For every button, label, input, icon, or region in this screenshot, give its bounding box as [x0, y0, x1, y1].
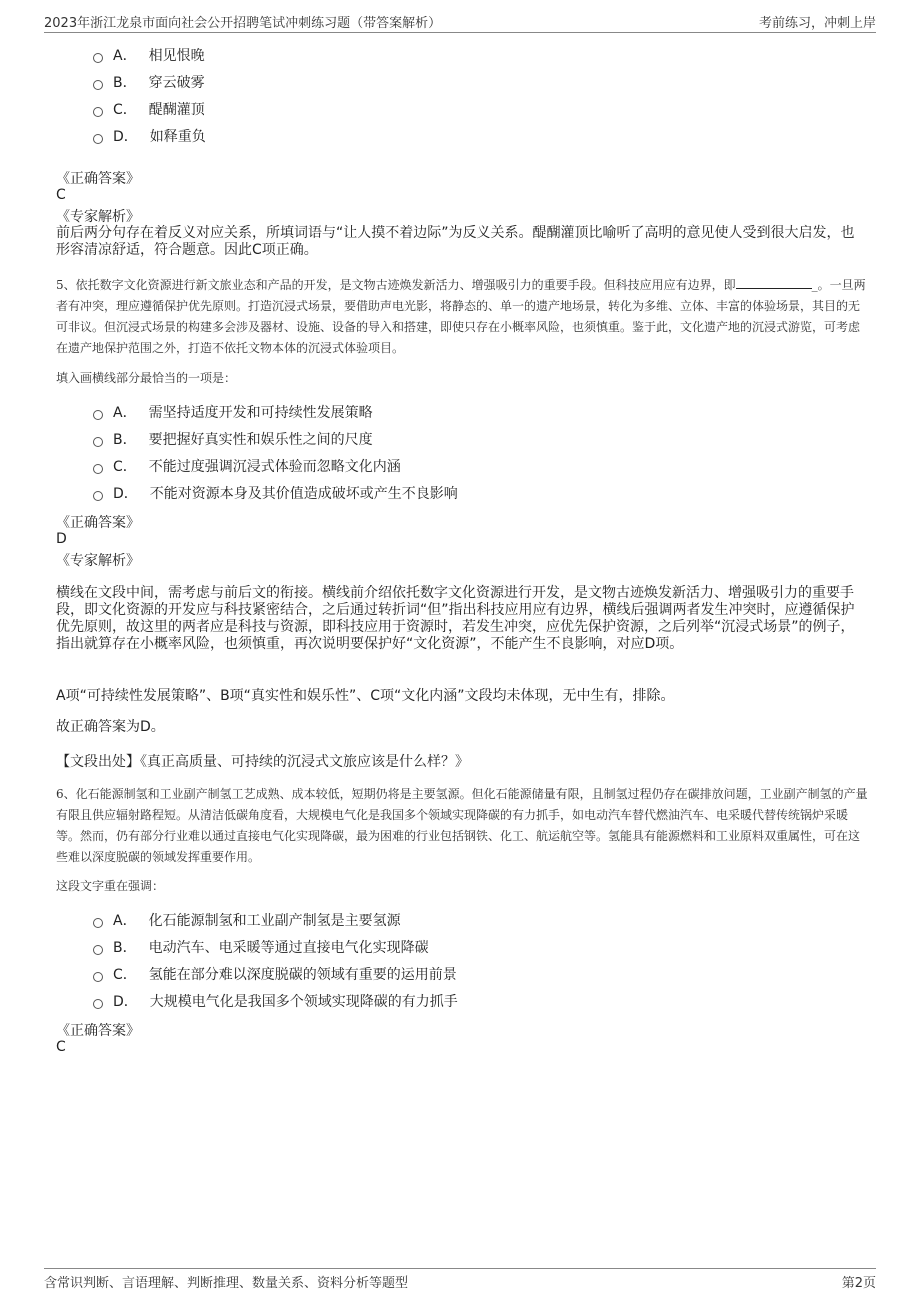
q4-answer-heading: 《正确答案》 — [56, 171, 140, 187]
radio-icon[interactable] — [93, 464, 103, 474]
header-title: 2023年浙江龙泉市面向社会公开招聘笔试冲刺练习题（带答案解析） — [44, 16, 442, 31]
header-slogan: 考前练习，冲刺上岸 — [758, 16, 876, 31]
q6-option-c[interactable]: C． 氢能在部分难以深度脱碳的领域有重要的运用前景 — [93, 964, 457, 984]
q4-answer: C — [56, 187, 66, 203]
q5-analysis-heading: 《专家解析》 — [56, 553, 140, 569]
q5-stem: 5、依托数字文化资源进行新文旅业态和产品的开发，是文物古迹焕发新活力、增强吸引力的重要手段。但科技应用应有边界，即 _。一旦两者有冲突，理应遵循保护优先原则。打造沉浸式场景，要借助声电光影，将静态的、单一的遗产地场景，转化为多维、立体、丰富的体验场景，其目的无可非议。但沉浸式场景的构建多会涉及器材、设施、设备的导入和搭建，即使只存在小概率风险，也须慎重。鉴于此，文化遗产地的沉浸式游览，可考虑在遗产地保护范围之外，打造不依托文物本体的沉浸式体验项目。 — [56, 278, 866, 355]
q5-option-b[interactable]: B． 要把握好真实性和娱乐性之间的尺度 — [93, 429, 373, 449]
q5-option-c[interactable]: C． 不能过度强调沉浸式体验而忽略文化内涵 — [93, 456, 401, 476]
page-header — [44, 10, 876, 33]
radio-icon[interactable] — [93, 945, 103, 955]
radio-icon[interactable] — [93, 53, 103, 63]
page-number: 第2页 — [841, 1276, 876, 1291]
radio-icon[interactable] — [93, 999, 103, 1009]
q4-analysis: 前后两分句存在着反义对应关系，所填词语与“让人摸不着边际”为反义关系。醍醐灌顶比喻听了高明的意见使人受到很大启发，也形容清凉舒适，符合题意。因此C项正确。 — [56, 225, 855, 258]
q5-option-a[interactable]: A． 需坚持适度开发和可持续性发展策略 — [93, 402, 373, 422]
q4-analysis-heading: 《专家解析》 — [56, 209, 140, 225]
q6-option-d[interactable]: D． 大规模电气化是我国多个领域实现降碳的有力抓手 — [93, 991, 458, 1011]
q6-answer: C — [56, 1039, 66, 1055]
radio-icon[interactable] — [93, 134, 103, 144]
radio-icon[interactable] — [93, 437, 103, 447]
q4-option-b[interactable]: B． 穿云破雾 — [93, 72, 205, 92]
radio-icon[interactable] — [93, 918, 103, 928]
radio-icon[interactable] — [93, 107, 103, 117]
q6-option-b[interactable]: B． 电动汽车、电采暖等通过直接电气化实现降碳 — [93, 937, 429, 957]
q5-option-d[interactable]: D． 不能对资源本身及其价值造成破坏或产生不良影响 — [93, 483, 458, 503]
radio-icon[interactable] — [93, 491, 103, 501]
footer-topics: 含常识判断、言语理解、判断推理、数量关系、资料分析等题型 — [44, 1276, 409, 1291]
q5-prompt: 填入画横线部分最恰当的一项是： — [56, 371, 237, 385]
q5-answer-heading: 《正确答案》 — [56, 515, 140, 531]
q5-answer: D — [56, 531, 67, 547]
source-title: 《真正高质量、可持续的沉浸式文旅应该是什么样？》 — [140, 754, 469, 770]
q4-option-a[interactable]: A． 相见恨晚 — [93, 45, 205, 65]
q4-option-d[interactable]: D． 如释重负 — [93, 126, 206, 146]
q5-source — [56, 751, 469, 771]
radio-icon[interactable] — [93, 972, 103, 982]
page-footer — [44, 1268, 876, 1295]
q6-prompt: 这段文字重在强调： — [56, 879, 165, 893]
source-label: 【文段出处】 — [56, 754, 140, 770]
q5-analysis-p3: 故正确答案为D。 — [56, 719, 165, 735]
q5-analysis-p1: 横线在文段中间，需考虑与前后文的衔接。横线前介绍依托数字文化资源进行开发，是文物古迹焕发新活力、增强吸引力的重要手段，即文化资源的开发应与科技紧密结合，之后通过转折词“但”指出科技应用应有边界，横线后强调两者发生冲突时，应遵循保护优先原则，故这里的两者应是科技与资源，即科技应用于资源时，若发生冲突，应优先保护资源，之后列举“沉浸式场景”的例子，指出就算存在小概率风险，也须慎重，再次说明要保护好“文化资源”，不能产生不良影响，对应D项。 — [56, 585, 855, 652]
q6-answer-heading: 《正确答案》 — [56, 1023, 140, 1039]
q5-analysis-p2: A项“可持续性发展策略”、B项“真实性和娱乐性”、C项“文化内涵”文段均未体现，无中生有，排除。 — [56, 688, 675, 704]
answer-blank — [736, 276, 812, 289]
q6-option-a[interactable]: A． 化石能源制氢和工业副产制氢是主要氢源 — [93, 910, 401, 930]
q4-option-c[interactable]: C． 醍醐灌顶 — [93, 99, 205, 119]
q6-stem: 6、化石能源制氢和工业副产制氢工艺成熟、成本较低，短期仍将是主要氢源。但化石能源储量有限，且制氢过程仍存在碳排放问题，工业副产制氢的产量有限且供应辐射路程短。从清洁低碳角度看，大规模电气化是我国多个领域实现降碳的有力抓手，如电动汽车替代燃油汽车、电采暖代替传统锅炉采暖等。然而，仍有部分行业难以通过直接电气化实现降碳，最为困难的行业包括钢铁、化工、航运航空等。氢能具有能源燃料和工业原料双重属性，可在这些难以深度脱碳的领域发挥重要作用。 — [56, 787, 868, 864]
radio-icon[interactable] — [93, 80, 103, 90]
radio-icon[interactable] — [93, 410, 103, 420]
